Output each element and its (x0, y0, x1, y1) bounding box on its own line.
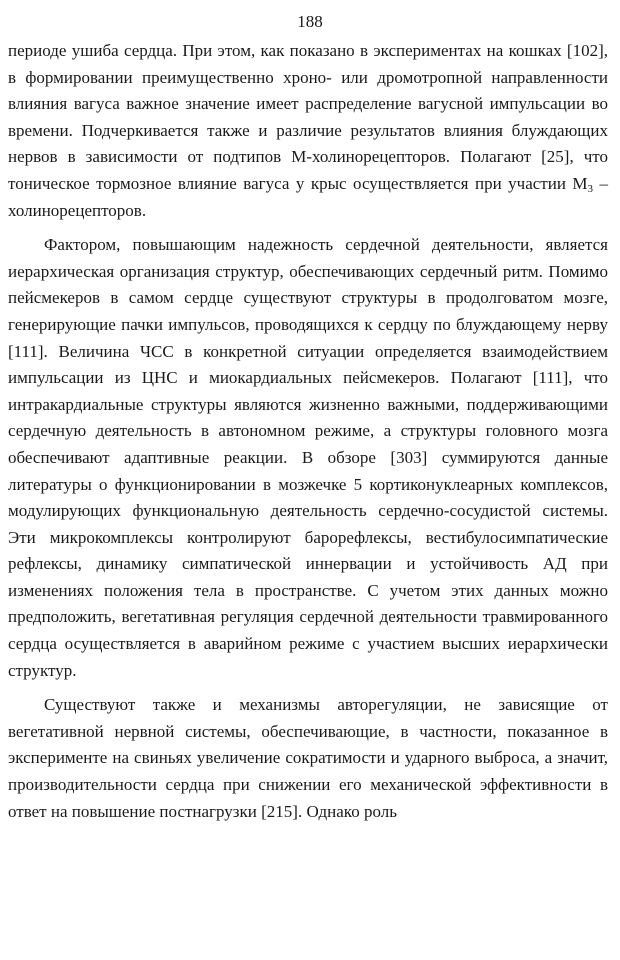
paragraph-continuation (8, 38, 608, 224)
paragraph-gap (8, 684, 608, 692)
body-text (8, 38, 608, 825)
paragraph-hierarchy: Фактором, повышающим надежность сердечной деятельности, является иерархическая организация структур, обеспечивающих сердечный ритм. Помимо пейсмекеров в самом сердце существуют структуры в продолговатом мозге, генерирующие пачки импульсов, проводящихся к сердцу по блуждающему нерву [111]. Величина ЧСС в конкретной ситуации определяется взаимодействием импульсации из ЦНС и миокардиальных пейсмекеров. Полагают [111], что интракардиальные структуры являются жизненно важными, поддерживающими сердечную деятельность в автономном режиме, а структуры головного мозга обеспечивают адаптивные реакции. В обзоре [303] суммируются данные литературы о функционировании в мозжечке 5 кортиконуклеарных комплексов, модулирующих функциональную деятельность сердечно-сосудистой системы. Эти микрокомплексы контролируют барорефлексы, вестибулосимпатические рефлексы, динамику симпатической иннервации и устойчивость АД при изменениях положения тела в пространстве. С учетом этих данных можно предположить, вегетативная регуляция сердечной деятельности травмированного сердца осуществляется в аварийном режиме с участием высших иерархически структур. (8, 235, 608, 680)
paragraph-1-text: периоде ушиба сердца. При этом, как показано в экспериментах на кошках [102], в формировании преимущественно хроно- или дромотропной направленности влияния вагуса важное значение имеет распределение вагусной импульсации во времени. Подчеркивается также и различие результатов влияния блуждающих нервов в зависимости от подтипов М-холинорецепторов. Полагают [25], что тоническое тормозное влияние вагуса у крыс осуществляется при участии М (8, 41, 608, 193)
paragraph-gap (8, 224, 608, 232)
subscript-index: 3 (587, 182, 594, 195)
paragraph-1-tail: –холинорецепторов. (8, 173, 608, 220)
paragraph-autoregulation: Существуют также и механизмы авторегуляции, не зависящие от вегетативной нервной системы, обеспечивающие, в частности, показанное в эксперименте на свиньях увеличение сократимости и ударного выброса, а значит, производительности сердца при снижении его механической эффективности в ответ на повышение постнагрузки [215]. Однако роль (8, 695, 608, 821)
page-number: 188 (297, 12, 323, 31)
